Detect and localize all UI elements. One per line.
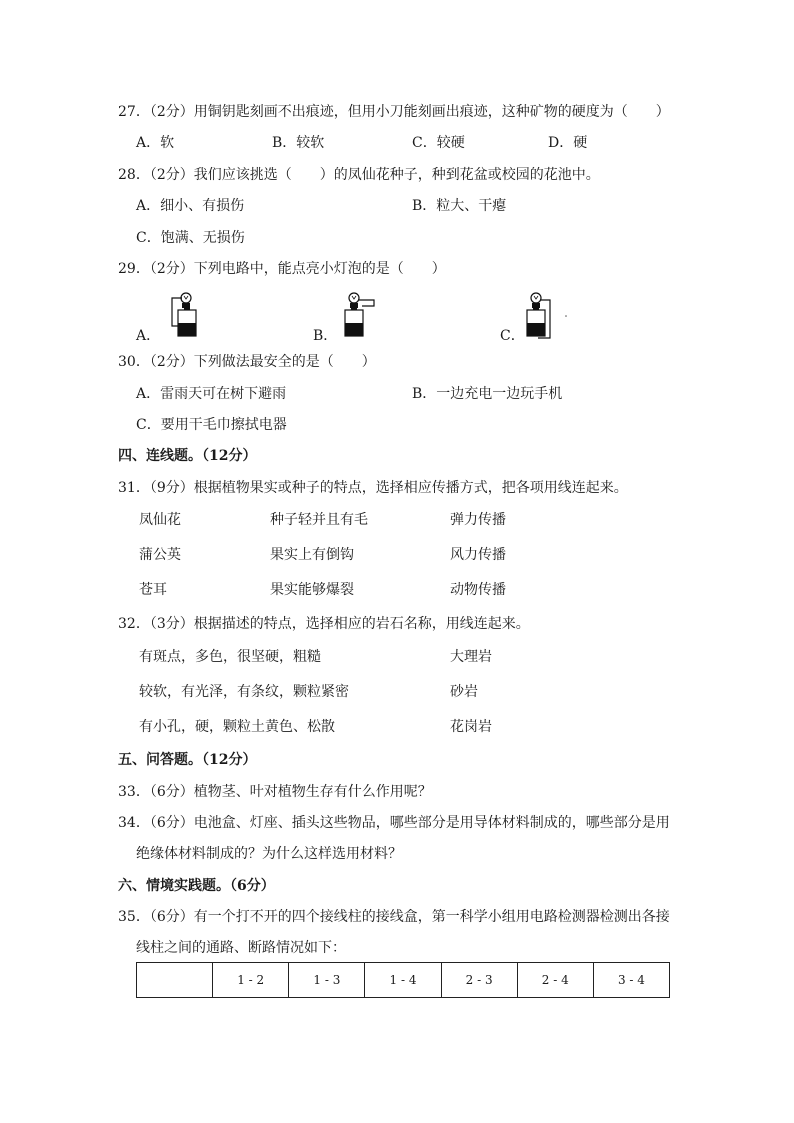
q31-method-3: 动物传播 (450, 582, 506, 598)
section-heading-matching: 四、连线题。（12分） (118, 448, 257, 464)
q31-method-2: 风力传播 (450, 547, 506, 563)
q31-feature-1: 种子轻并且有毛 (270, 512, 368, 528)
q31-stem: 31．（9分）根据植物果实或种子的特点，选择相应传播方式，把各项用线连起来。 (118, 480, 628, 496)
circuit-c-figure (520, 288, 572, 340)
circuit-a-figure (160, 288, 208, 338)
q28-option-b: B．粒大、干瘪 (412, 198, 507, 214)
q32-rock-1: 大理岩 (450, 649, 492, 665)
q31-feature-2: 果实上有倒钩 (270, 547, 354, 563)
q35-stem-line-1: 35．（6分）有一个打不开的四个接线柱的接线盒，第一科学小组用电路检测器检测出各接 (118, 909, 670, 925)
q32-description-1: 有斑点，多色，很坚硬，粗糙 (139, 649, 321, 665)
q32-description-2: 较软，有光泽，有条纹，颗粒紧密 (139, 684, 349, 700)
q29-option-a: A． (136, 328, 161, 344)
q32-rock-2: 砂岩 (450, 684, 478, 700)
q31-feature-3: 果实能够爆裂 (270, 582, 354, 598)
q27-option-c: C．较硬 (412, 135, 465, 151)
table-header-cell: 3 - 4 (593, 963, 669, 998)
q27-stem: 27．（2分）用铜钥匙刻画不出痕迹，但用小刀能刻画出痕迹，这种矿物的硬度为（ ） (118, 104, 670, 120)
table-row (137, 963, 670, 998)
section-heading-qa: 五、问答题。（12分） (118, 752, 257, 768)
q33-stem: 33．（6分）植物茎、叶对植物生存有什么作用呢？ (118, 784, 432, 800)
q35-stem-line-2: 线柱之间的通路、断路情况如下： (136, 940, 346, 956)
q27-option-a: A．软 (136, 135, 175, 151)
table-header-cell: 1 - 3 (289, 963, 365, 998)
table-header-cell: 1 - 2 (213, 963, 289, 998)
table-header-cell: 1 - 4 (365, 963, 441, 998)
q28-stem: 28．（2分）我们应该挑选（ ）的凤仙花种子，种到花盆或校园的花池中。 (118, 167, 600, 183)
q34-stem-line-2: 绝缘体材料制成的？为什么这样选用材料？ (136, 846, 402, 862)
q30-option-a: A．雷雨天可在树下避雨 (136, 386, 287, 402)
q27-option-d: D．硬 (548, 135, 588, 151)
q31-plant-2: 蒲公英 (139, 547, 181, 563)
circuit-b-figure (336, 288, 384, 338)
q35-results-table (136, 962, 670, 998)
q31-plant-1: 凤仙花 (139, 512, 181, 528)
q28-option-a: A．细小、有损伤 (136, 198, 245, 214)
table-header-cell: 2 - 4 (517, 963, 593, 998)
q29-stem: 29．（2分）下列电路中，能点亮小灯泡的是（ ） (118, 261, 446, 277)
q30-option-c: C．要用干毛巾擦拭电器 (136, 417, 287, 433)
q31-method-1: 弹力传播 (450, 512, 506, 528)
q31-plant-3: 苍耳 (139, 582, 167, 598)
q32-description-3: 有小孔，硬，颗粒土黄色、松散 (139, 719, 335, 735)
q32-rock-3: 花岗岩 (450, 719, 492, 735)
section-heading-practice: 六、情境实践题。（6分） (118, 878, 275, 894)
q30-stem: 30．（2分）下列做法最安全的是（ ） (118, 354, 376, 370)
q34-stem-line-1: 34．（6分）电池盒、灯座、插头这些物品，哪些部分是用导体材料制成的，哪些部分是用 (118, 815, 670, 831)
q29-option-c: C． (500, 328, 525, 344)
q27-option-b: B．较软 (272, 135, 325, 151)
q32-stem: 32．（3分）根据描述的特点，选择相应的岩石名称，用线连起来。 (118, 616, 530, 632)
q30-option-b: B．一边充电一边玩手机 (412, 386, 563, 402)
q29-option-b: B． (313, 328, 338, 344)
table-header-cell: 2 - 3 (441, 963, 517, 998)
q28-option-c: C．饱满、无损伤 (136, 230, 245, 246)
table-header-cell (137, 963, 213, 998)
